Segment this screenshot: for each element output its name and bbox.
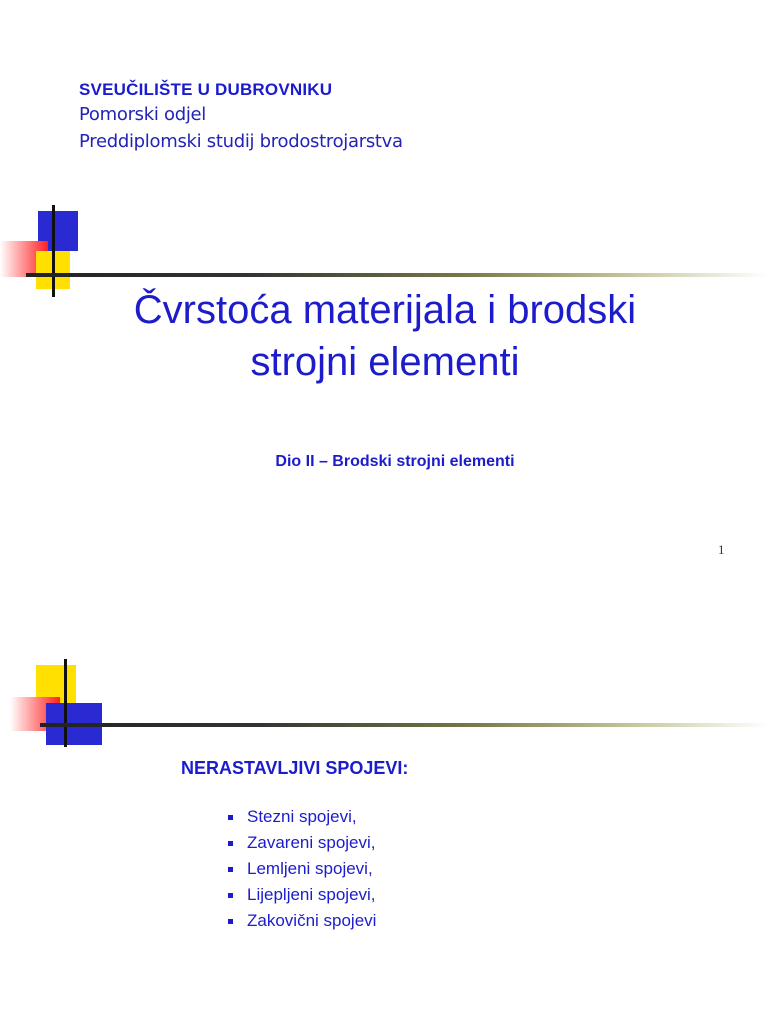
list-item-label: Lemljeni spojevi, [247, 859, 373, 878]
joint-types-list [226, 804, 376, 934]
bullet-square-icon [228, 815, 233, 820]
list-item [226, 804, 376, 830]
title-line-1: Čvrstoća materijala i brodski [133, 288, 637, 332]
slide-subtitle: Dio II – Brodski strojni elementi [275, 453, 515, 470]
list-item [226, 882, 376, 908]
horizontal-rule [40, 723, 768, 727]
section-heading: NERASTAVLJIVI SPOJEVI: [181, 758, 409, 778]
list-item [226, 908, 376, 934]
list-item-label: Zavareni spojevi, [247, 833, 376, 852]
page-number: 1 [718, 542, 725, 557]
vertical-line [64, 659, 67, 747]
university-name: SVEUČILIŠTE U DUBROVNIKU [79, 80, 333, 99]
bullet-square-icon [228, 867, 233, 872]
department-name: Pomorski odjel [79, 104, 207, 125]
list-item-label: Stezni spojevi, [247, 807, 357, 826]
bullet-square-icon [228, 919, 233, 924]
list-item-label: Lijepljeni spojevi, [247, 885, 376, 904]
bullet-square-icon [228, 893, 233, 898]
list-item-label: Zakovični spojevi [247, 911, 377, 930]
bullet-square-icon [228, 841, 233, 846]
study-program: Preddiplomski studij brodostrojarstva [79, 131, 403, 152]
list-item [226, 830, 376, 856]
horizontal-rule [26, 273, 768, 277]
slide-title [60, 284, 710, 388]
list-item [226, 856, 376, 882]
title-line-2: strojni elementi [250, 340, 520, 384]
vertical-line [52, 205, 55, 297]
